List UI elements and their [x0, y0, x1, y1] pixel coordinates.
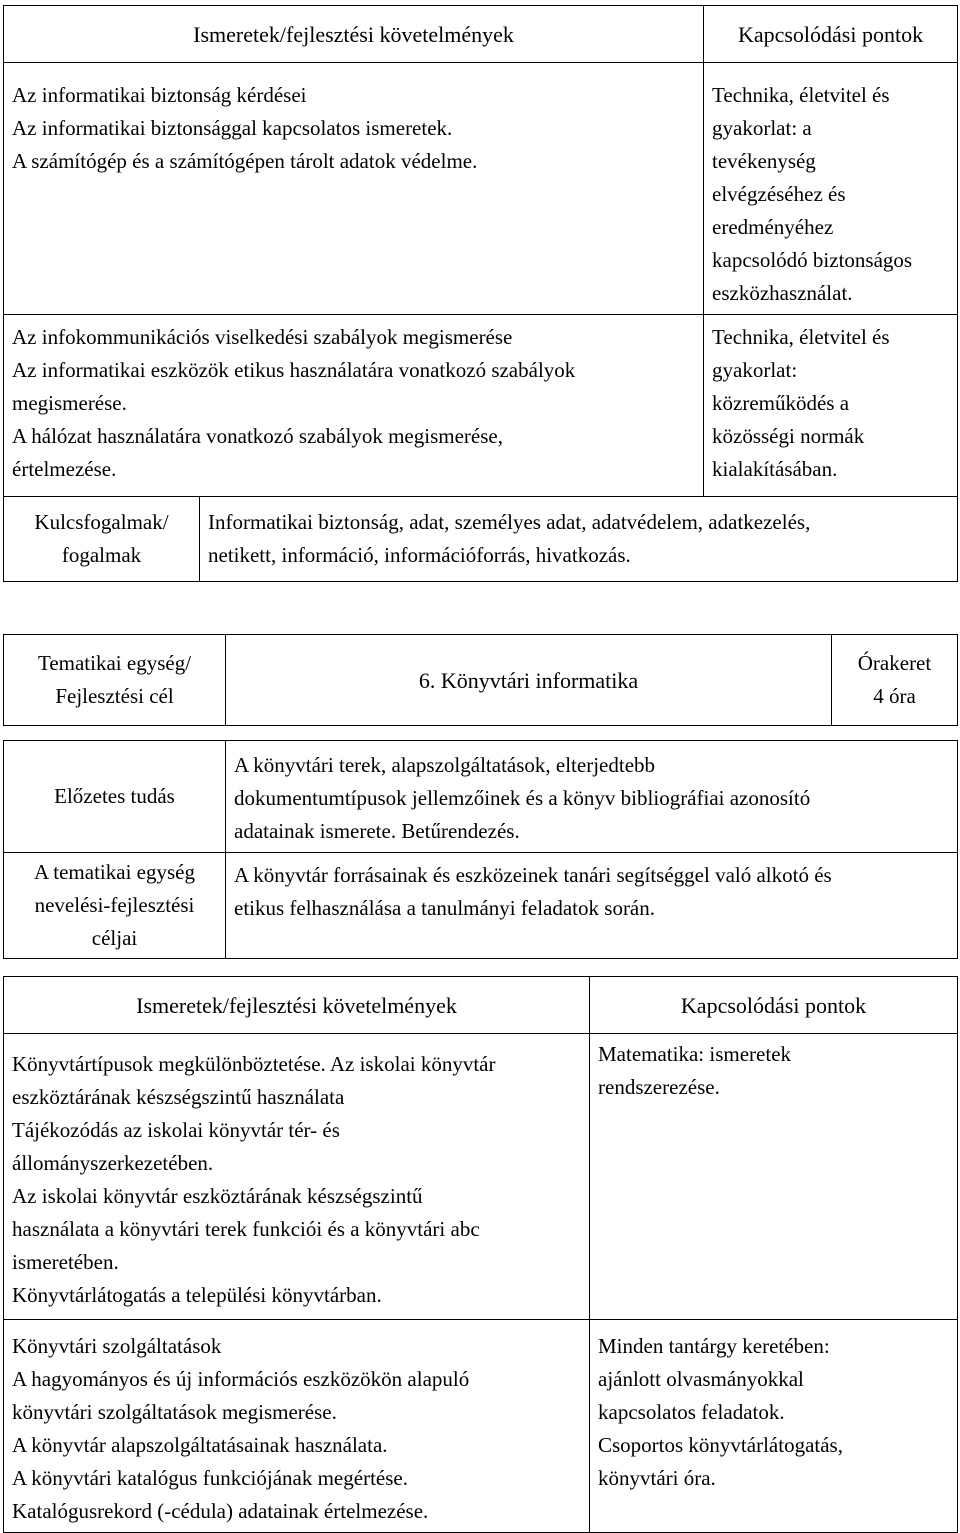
hours-label: Órakeret: [857, 651, 932, 675]
security-connections-cell: [704, 63, 958, 315]
key-concepts-label: [4, 497, 200, 582]
text-line: Kulcsfogalmak/: [34, 510, 169, 534]
text-line: Tájékozódás az iskolai könyvtár tér- és: [12, 1118, 340, 1142]
text-line: Az informatikai biztonsággal kapcsolatos ismeretek.: [12, 116, 453, 140]
goals-text: [226, 853, 958, 959]
text-line: A tematikai egység: [34, 860, 195, 884]
text-line: Könyvtári szolgáltatások: [12, 1334, 222, 1358]
requirements-table-1: [3, 5, 958, 582]
text-line: céljai: [91, 926, 138, 950]
text-line: közösségi normák: [712, 424, 865, 448]
text-line: eszköztárának készségszintű használata: [12, 1085, 345, 1109]
text-line: Fejlesztési cél: [55, 684, 174, 708]
hours-value: 4 óra: [873, 684, 916, 708]
text-line: Informatikai biztonság, adat, személyes adat, adatvédelem, adatkezelés,: [208, 510, 811, 534]
behavior-connections-cell: [704, 315, 958, 497]
header-connections: Kapcsolódási pontok: [590, 977, 958, 1034]
text-line: netikett, információ, információforrás, hivatkozás.: [208, 543, 631, 567]
unit-label: [4, 635, 226, 726]
key-concepts-text: [200, 497, 958, 582]
header-connections: Kapcsolódási pontok: [704, 6, 958, 63]
text-line: eredményéhez: [712, 215, 834, 239]
text-line: kapcsolatos feladatok.: [598, 1400, 785, 1424]
text-line: Technika, életvitel és: [712, 83, 890, 107]
text-line: megismerése.: [12, 391, 127, 415]
thematic-unit-table: [3, 634, 958, 959]
text-line: Katalógusrekord (-cédula) adatainak értelmezése.: [12, 1499, 429, 1523]
requirements-table-2: [3, 976, 958, 1533]
library-types-cell: [4, 1034, 590, 1320]
text-line: közreműködés a: [712, 391, 850, 415]
library-services-connections: [590, 1320, 958, 1533]
text-line: tevékenység: [712, 149, 816, 173]
text-line: nevelési-fejlesztési: [34, 893, 195, 917]
library-services-cell: [4, 1320, 590, 1533]
prior-knowledge-label: Előzetes tudás: [4, 741, 226, 853]
text-line: kapcsolódó biztonságos: [712, 248, 913, 272]
text-line: ismeretében.: [12, 1250, 119, 1274]
text-line: Tematikai egység/: [37, 651, 192, 675]
text-line: könyvtári szolgáltatások megismerése.: [12, 1400, 337, 1424]
table-gap: [4, 726, 958, 741]
header-requirements: Ismeretek/fejlesztési követelmények: [4, 6, 704, 63]
text-line: Könyvtárlátogatás a települési könyvtárban.: [12, 1283, 382, 1307]
text-line: Matematika: ismeretek: [598, 1042, 792, 1066]
text-line: elvégzéséhez és: [712, 182, 846, 206]
text-line: ajánlott olvasmányokkal: [598, 1367, 804, 1391]
library-types-connections: [590, 1034, 958, 1320]
hours-cell: [832, 635, 958, 726]
text-line: fogalmak: [61, 543, 142, 567]
text-line: kialakításában.: [712, 457, 838, 481]
text-line: dokumentumtípusok jellemzőinek és a könyv bibliográfiai azonosító: [234, 786, 811, 810]
header-requirements: Ismeretek/fejlesztési követelmények: [4, 977, 590, 1034]
text-line: adatainak ismerete. Betűrendezés.: [234, 819, 520, 843]
text-line: A könyvtár alapszolgáltatásainak használata.: [12, 1433, 388, 1457]
text-line: használata a könyvtári terek funkciói és a könyvtári abc: [12, 1217, 480, 1241]
text-line: értelmezése.: [12, 457, 117, 481]
text-line: Az iskolai könyvtár eszköztárának készségszintű: [12, 1184, 423, 1208]
text-line: Csoportos könyvtárlátogatás,: [598, 1433, 843, 1457]
unit-title: 6. Könyvtári informatika: [226, 635, 832, 726]
text-line: könyvtári óra.: [598, 1466, 716, 1490]
text-line: A számítógép és a számítógépen tárolt adatok védelme.: [12, 149, 478, 173]
behavior-rules-cell: [4, 315, 704, 497]
text-line: A hálózat használatára vonatkozó szabályok megismerése,: [12, 424, 503, 448]
goals-label: [4, 853, 226, 959]
text-line: etikus felhasználása a tanulmányi feladatok során.: [234, 896, 656, 920]
text-line: eszközhasználat.: [712, 281, 853, 305]
text-line: Az informatikai eszközök etikus használatára vonatkozó szabályok: [12, 358, 576, 382]
security-requirements-cell: [4, 63, 704, 315]
text-line: Az informatikai biztonság kérdései: [12, 83, 307, 107]
text-line: rendszerezése.: [598, 1075, 720, 1099]
text-line: A könyvtári terek, alapszolgáltatások, elterjedtebb: [234, 753, 656, 777]
text-line: Az infokommunikációs viselkedési szabályok megismerése: [12, 325, 513, 349]
prior-knowledge-text: [226, 741, 958, 853]
text-line: gyakorlat:: [712, 358, 798, 382]
text-line: A hagyományos és új információs eszközökön alapuló: [12, 1367, 470, 1391]
text-line: Minden tantárgy keretében:: [598, 1334, 830, 1358]
text-line: A könyvtár forrásainak és eszközeinek tanári segítséggel való alkotó és: [234, 863, 832, 887]
text-line: Könyvtártípusok megkülönböztetése. Az iskolai könyvtár: [12, 1052, 496, 1076]
text-line: Technika, életvitel és: [712, 325, 890, 349]
text-line: állományszerkezetében.: [12, 1151, 214, 1175]
text-line: gyakorlat: a: [712, 116, 812, 140]
text-line: A könyvtári katalógus funkciójának megértése.: [12, 1466, 408, 1490]
